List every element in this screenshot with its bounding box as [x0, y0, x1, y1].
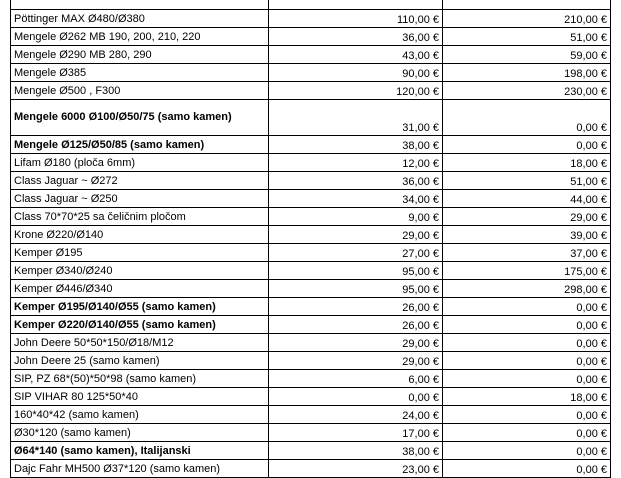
cell-name: Kemper Ø446/Ø340 — [11, 280, 269, 298]
cell-price-1: 29,00 € — [269, 226, 443, 244]
cell-price-1: 120,00 € — [269, 82, 443, 100]
table-row — [11, 82, 611, 100]
cell-price-2: 0,00 € — [443, 136, 611, 154]
table-row — [11, 46, 611, 64]
cell-price-1: 31,00 € — [269, 100, 443, 136]
table-row — [11, 244, 611, 262]
cell-price-2: 37,00 € — [443, 244, 611, 262]
cell-price-1: 0,00 € — [269, 388, 443, 406]
table-row-cut — [11, 0, 611, 10]
cell-name: Kemper Ø195 — [11, 244, 269, 262]
cell-price-2: 198,00 € — [443, 64, 611, 82]
table-row — [11, 334, 611, 352]
table-row — [11, 424, 611, 442]
cell-price-2: 0,00 € — [443, 316, 611, 334]
table-row — [11, 100, 611, 136]
cell-price-2: 0,00 € — [443, 370, 611, 388]
cell-price-1: 27,00 € — [269, 244, 443, 262]
cell-name: Ø30*120 (samo kamen) — [11, 424, 269, 442]
cell-price-1: 90,00 € — [269, 64, 443, 82]
cell-name: SIP, PZ 68*(50)*50*98 (samo kamen) — [11, 370, 269, 388]
cell-name: 160*40*42 (samo kamen) — [11, 406, 269, 424]
cell-price-2: 51,00 € — [443, 28, 611, 46]
cell-price-1: 26,00 € — [269, 298, 443, 316]
cell-name: Dajc Fahr MH500 Ø37*120 (samo kamen) — [11, 460, 269, 478]
cell-name-cut — [11, 0, 269, 10]
cell-name: Class Jaguar ~ Ø272 — [11, 172, 269, 190]
cell-price-2: 0,00 € — [443, 298, 611, 316]
cell-name: Kemper Ø195/Ø140/Ø55 (samo kamen) — [11, 298, 269, 316]
cell-price-2: 51,00 € — [443, 172, 611, 190]
table-row — [11, 280, 611, 298]
cell-name: Class Jaguar ~ Ø250 — [11, 190, 269, 208]
cell-name: Mengele 6000 Ø100/Ø50/75 (samo kamen) — [11, 100, 269, 136]
cell-name: Kemper Ø220/Ø140/Ø55 (samo kamen) — [11, 316, 269, 334]
table-row — [11, 190, 611, 208]
price-table — [10, 0, 611, 478]
cell-name: Krone Ø220/Ø140 — [11, 226, 269, 244]
cell-price-2: 0,00 € — [443, 460, 611, 478]
cell-name: Class 70*70*25 sa čeličnim pločom — [11, 208, 269, 226]
cell-price-1: 9,00 € — [269, 208, 443, 226]
cell-name: Pöttinger MAX Ø480/Ø380 — [11, 10, 269, 28]
cell-name: Ø64*140 (samo kamen), Italijanski — [11, 442, 269, 460]
cell-price-2: 210,00 € — [443, 10, 611, 28]
table-row — [11, 442, 611, 460]
cell-price-2: 18,00 € — [443, 154, 611, 172]
table-row — [11, 154, 611, 172]
cell-name: SIP VIHAR 80 125*50*40 — [11, 388, 269, 406]
table-row — [11, 28, 611, 46]
cell-price-2: 0,00 € — [443, 442, 611, 460]
cell-price-2: 18,00 € — [443, 388, 611, 406]
cell-price-1: 38,00 € — [269, 442, 443, 460]
cell-price-1: 34,00 € — [269, 190, 443, 208]
cell-price-1: 43,00 € — [269, 46, 443, 64]
cell-price-cut — [269, 0, 443, 10]
cell-name: Mengele Ø385 — [11, 64, 269, 82]
table-row — [11, 352, 611, 370]
table-row — [11, 10, 611, 28]
cell-name: Lifam Ø180 (ploča 6mm) — [11, 154, 269, 172]
table-row — [11, 262, 611, 280]
cell-price-1: 110,00 € — [269, 10, 443, 28]
cell-price-1: 24,00 € — [269, 406, 443, 424]
cell-name: Kemper Ø340/Ø240 — [11, 262, 269, 280]
cell-price-2: 0,00 € — [443, 100, 611, 136]
price-sheet — [10, 0, 611, 478]
table-row — [11, 370, 611, 388]
table-row — [11, 460, 611, 478]
cell-name: John Deere 25 (samo kamen) — [11, 352, 269, 370]
cell-price-1: 26,00 € — [269, 316, 443, 334]
cell-price-1: 36,00 € — [269, 172, 443, 190]
cell-name: Mengele Ø290 MB 280, 290 — [11, 46, 269, 64]
cell-price-2: 0,00 € — [443, 406, 611, 424]
table-row — [11, 64, 611, 82]
cell-price-1: 95,00 € — [269, 262, 443, 280]
cell-price-2: 0,00 € — [443, 352, 611, 370]
cell-price-2: 298,00 € — [443, 280, 611, 298]
cell-name: John Deere 50*50*150/Ø18/M12 — [11, 334, 269, 352]
price-table-body — [11, 0, 611, 478]
table-row — [11, 226, 611, 244]
table-row — [11, 298, 611, 316]
table-row — [11, 406, 611, 424]
cell-price-1: 12,00 € — [269, 154, 443, 172]
cell-price-1: 29,00 € — [269, 334, 443, 352]
table-row — [11, 388, 611, 406]
cell-price-1: 38,00 € — [269, 136, 443, 154]
cell-name: Mengele Ø262 MB 190, 200, 210, 220 — [11, 28, 269, 46]
cell-price-2: 230,00 € — [443, 82, 611, 100]
cell-price-2: 29,00 € — [443, 208, 611, 226]
cell-price-2: 175,00 € — [443, 262, 611, 280]
cell-price-cut — [443, 0, 611, 10]
cell-price-2: 39,00 € — [443, 226, 611, 244]
cell-price-2: 0,00 € — [443, 334, 611, 352]
table-row — [11, 316, 611, 334]
cell-name: Mengele Ø125/Ø50/85 (samo kamen) — [11, 136, 269, 154]
cell-name: Mengele Ø500 , F300 — [11, 82, 269, 100]
cell-price-1: 6,00 € — [269, 370, 443, 388]
cell-price-1: 36,00 € — [269, 28, 443, 46]
cell-price-2: 44,00 € — [443, 190, 611, 208]
cell-price-1: 95,00 € — [269, 280, 443, 298]
table-row — [11, 172, 611, 190]
cell-price-1: 17,00 € — [269, 424, 443, 442]
cell-price-2: 59,00 € — [443, 46, 611, 64]
cell-price-1: 29,00 € — [269, 352, 443, 370]
cell-price-1: 23,00 € — [269, 460, 443, 478]
cell-price-2: 0,00 € — [443, 424, 611, 442]
table-row — [11, 136, 611, 154]
table-row — [11, 208, 611, 226]
